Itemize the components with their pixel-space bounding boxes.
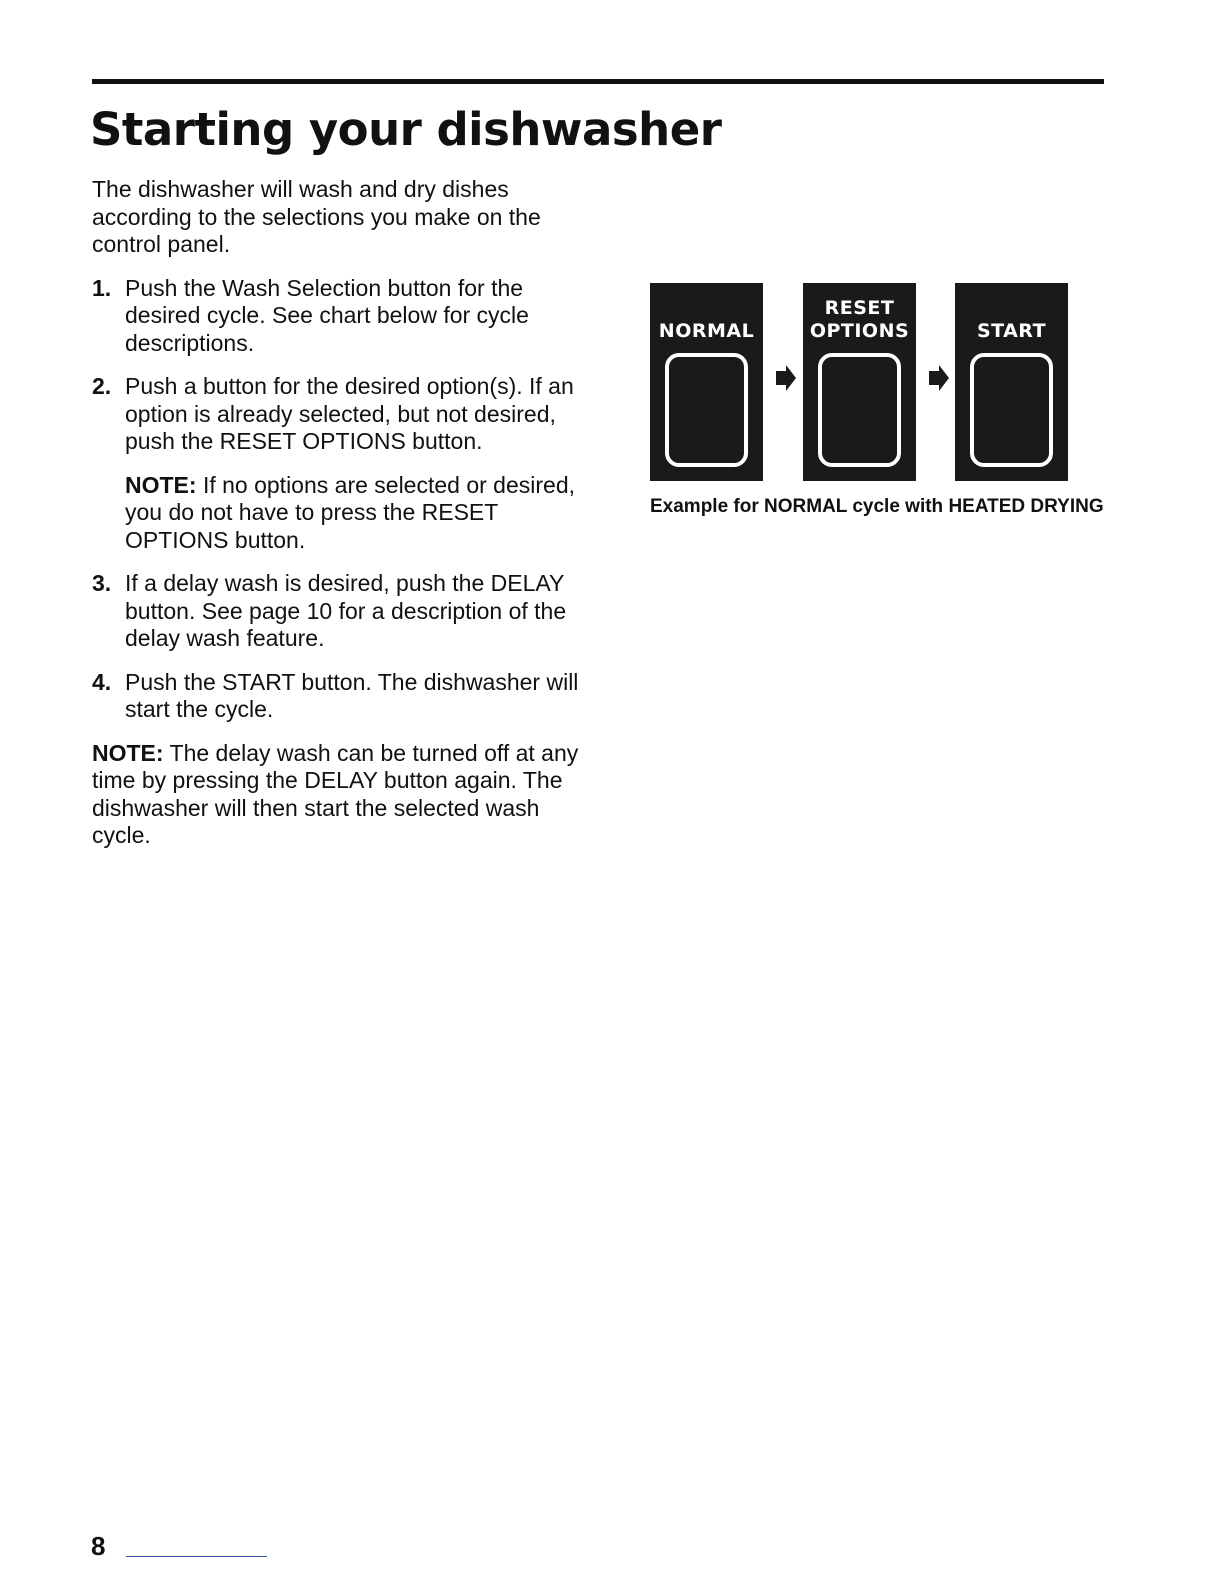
step-item — [92, 275, 582, 358]
note-label: NOTE: — [125, 471, 197, 498]
reset-options-label-line1: RESET — [824, 297, 895, 319]
normal-button — [650, 283, 763, 481]
step-text: Push a button for the desired option(s). If an option is already selected, but not desired, push the RESET OPTIONS button. — [125, 373, 574, 454]
reset-options-label-line2: OPTIONS — [809, 320, 910, 342]
intro-paragraph: The dishwasher will wash and dry dishes according to the selections you make on the control panel. — [92, 176, 541, 257]
page-number: 8 — [91, 1531, 106, 1561]
normal-button-label: NORMAL — [658, 320, 755, 342]
final-note — [92, 740, 582, 850]
right-arrow-icon — [916, 363, 956, 393]
step-item — [92, 373, 582, 554]
step-number: 4. — [92, 668, 112, 695]
button-face — [818, 353, 901, 467]
right-arrow-icon — [763, 363, 803, 393]
step-item — [92, 669, 582, 724]
footer-rule — [126, 1556, 267, 1557]
steps-list — [92, 275, 582, 724]
step-text: If a delay wash is desired, push the DELAY button. See page 10 for a description of the delay wash feature. — [125, 570, 567, 651]
panel-caption: Example for NORMAL cycle with HEATED DRYING — [650, 496, 1104, 517]
page-title: Starting your dishwasher — [90, 103, 722, 156]
top-rule — [92, 79, 1104, 84]
control-panel-illustration — [650, 283, 1070, 483]
step-item — [92, 570, 582, 653]
note-text: The delay wash can be turned off at any time by pressing the DELAY button again. The dishwasher will then start the selected wash cycle. — [92, 739, 579, 848]
step-number: 2. — [92, 373, 112, 399]
note-label: NOTE: — [92, 739, 164, 766]
step-number: 3. — [92, 570, 112, 596]
step-number: 1. — [92, 274, 112, 301]
button-face — [665, 353, 748, 467]
start-button-label: START — [976, 320, 1047, 342]
instructions-column — [92, 176, 582, 850]
reset-options-button — [803, 283, 916, 481]
step-text: Push the Wash Selection button for the desired cycle. See chart below for cycle descriptions. — [125, 274, 529, 356]
step-note — [125, 472, 582, 555]
step-text: Push the START button. The dishwasher will start the cycle. — [125, 668, 579, 722]
button-face — [970, 353, 1053, 467]
note-text: If no options are selected or desired, you do not have to press the RESET OPTIONS button. — [125, 471, 576, 553]
start-button — [955, 283, 1068, 481]
